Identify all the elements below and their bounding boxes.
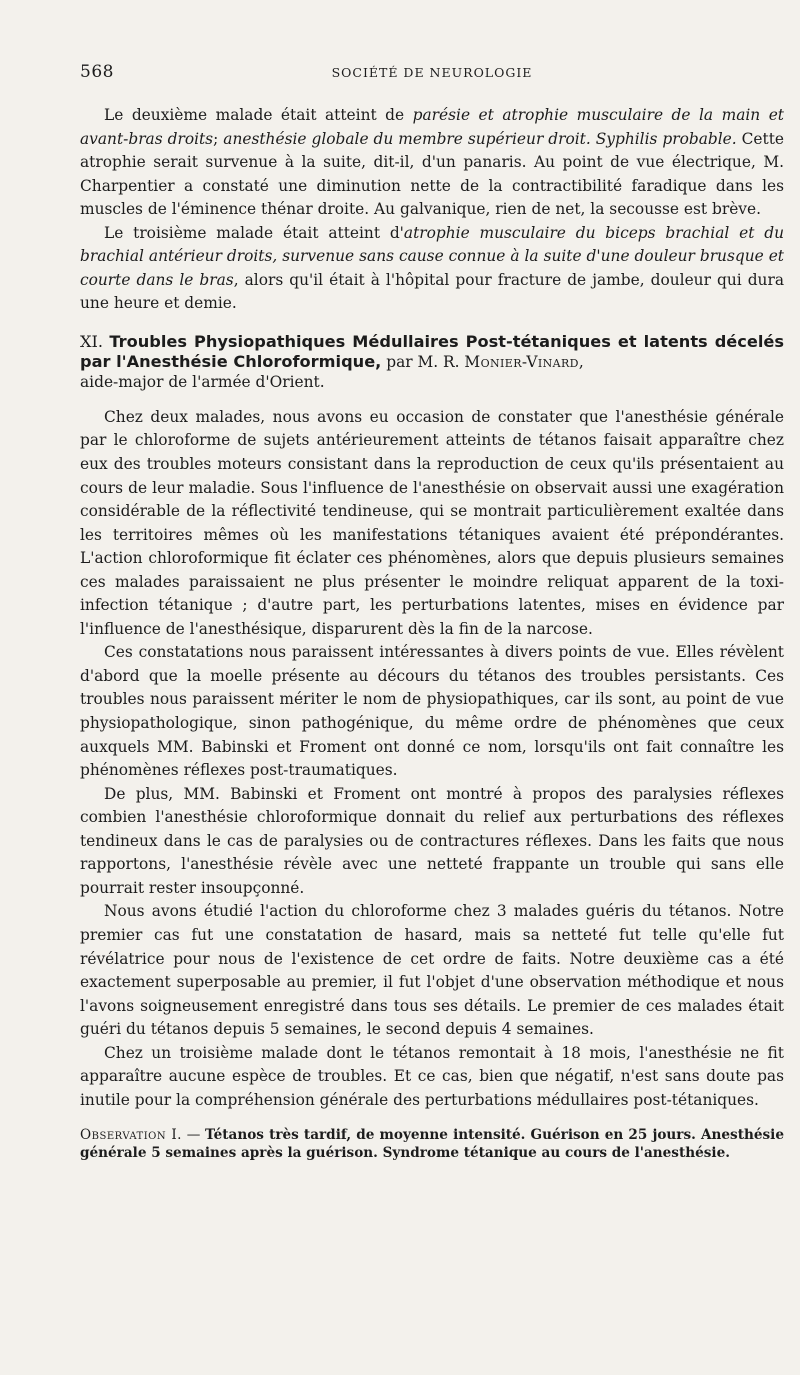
- text-run: Cette atrophie serait survenue à la suite, dit-il, d'un panaris. Au point de vue électrique, M. Charpentier a constaté une diminution nette de la contractibilité faradique dans les muscles de l'éminence thénar droite. Au galvanique, rien de net, la secousse est brève.: [80, 129, 784, 219]
- paragraph: Chez deux malades, nous avons eu occasion de constater que l'anesthésie générale par le chloroforme de sujets antérieurement atteints de tétanos faisait apparaître chez eux des troubles moteurs consistant dans la reproduction de ceux qu'ils présentaient au cours de leur maladie. Sous l'influence de l'anesthésie on observait aussi une exagération considérable de la réflectivité tendineuse, qui se montrait particulièrement exaltée dans les territoires mêmes où les manifestations tétaniques avaient été prépondérantes. L'action chloroformique fit éclater ces phénomènes, alors que depuis plusieurs semaines ces malades paraissaient ne plus présenter le moindre reliquat apparent de la toxi-infection tétanique ; d'autre part, les perturbations latentes, mises en évidence par l'influence de l'anesthésique, disparurent dès la fin de la narcose.: [80, 407, 784, 638]
- section-title: Troubles Physiopathiques Médullaires Post-tétaniques et latents décelés par l'Anesthésie Chloroformique,: [80, 331, 784, 371]
- section-affiliation: aide-major de l'armée d'Orient.: [80, 372, 325, 391]
- paragraph: De plus, MM. Babinski et Froment ont montré à propos des paralysies réflexes combien l'anesthésie chloroformique donnait du relief aux perturbations des réflexes tendineux dans le cas de paralysies ou de contractures réflexes. Dans les faits que nous rapportons, l'anesthésie révèle avec une netteté frappante un trouble qui sans elle pourrait rester insoupçonné.: [80, 784, 784, 897]
- text-run: ;: [213, 129, 224, 148]
- paragraph: Chez un troisième malade dont le tétanos remontait à 18 mois, l'anesthésie ne fit apparaître aucune espèce de troubles. Et ce cas, bien que négatif, n'est sans doute pas inutile pour la compréhension générale des perturbations médullaires post-tétaniques.: [80, 1043, 784, 1109]
- text-run: , alors qu'il était à l'hôpital pour fracture de jambe, douleur qui dura une heure et demie.: [80, 270, 784, 313]
- observation-title: Tétanos très tardif, de moyenne intensité. Guérison en 25 jours. Anesthésie générale 5 semaines après la guérison. Syndrome tétanique au cours de l'anesthésie.: [80, 1127, 784, 1162]
- italic-run: anesthésie globale du membre supérieur droit. Syphilis probable.: [223, 129, 737, 148]
- observation-heading: [80, 1126, 784, 1162]
- running-head: SOCIÉTÉ DE NEUROLOGIE: [331, 65, 533, 80]
- section-byline: par M. R.: [381, 352, 465, 371]
- paragraph: Ces constatations nous paraissent intéressantes à divers points de vue. Elles révèlent d'abord que la moelle présente au décours du tétanos des troubles persistants. Ces troubles nous paraissent mériter le nom de physiopathiques, car ils sont, au point de vue physiopathologique, sinon pathogénique, du même ordre de phénomènes que ceux auxquels MM. Babinski et Froment ont donné ce nom, lorsqu'ils ont fait connaître les phénomènes réflexes post-traumatiques.: [80, 643, 784, 780]
- section-number: XI.: [80, 331, 104, 351]
- page-number: 568: [80, 62, 114, 82]
- italic-run: atrophie musculaire du biceps brachial et du brachial antérieur droits, survenue sans cause connue à la suite d'une douleur brusque et courte dans le bras: [80, 223, 784, 289]
- body-text: [80, 104, 784, 1162]
- italic-run: parésie et atrophie musculaire de la main et avant-bras droits: [80, 106, 784, 148]
- paragraph-third-patient: [80, 222, 784, 316]
- page-header: [80, 62, 784, 86]
- paragraph-second-patient: [80, 104, 784, 222]
- observation-label: Observation I.: [80, 1127, 183, 1144]
- text-run: Le troisième malade était atteint d': [104, 223, 404, 242]
- text-run: Le deuxième malade était atteint de: [104, 106, 413, 124]
- observation-dash: —: [182, 1127, 206, 1144]
- section-heading: [80, 332, 784, 392]
- paragraph: Nous avons étudié l'action du chloroforme chez 3 malades guéris du tétanos. Notre premier cas fut une constatation de hasard, mais sa netteté fut telle qu'elle fut révélatrice pour nous de l'existence de cet ordre de faits. Notre deuxième cas a été exactement superposable au premier, il fut l'objet d'une observation méthodique et nous l'avons soigneusement enregistré dans tous ses détails. Le premier de ces malades était guéri du tétanos depuis 5 semaines, le second depuis 4 semaines.: [80, 902, 784, 1039]
- section-author: Monier-Vinard,: [464, 352, 585, 371]
